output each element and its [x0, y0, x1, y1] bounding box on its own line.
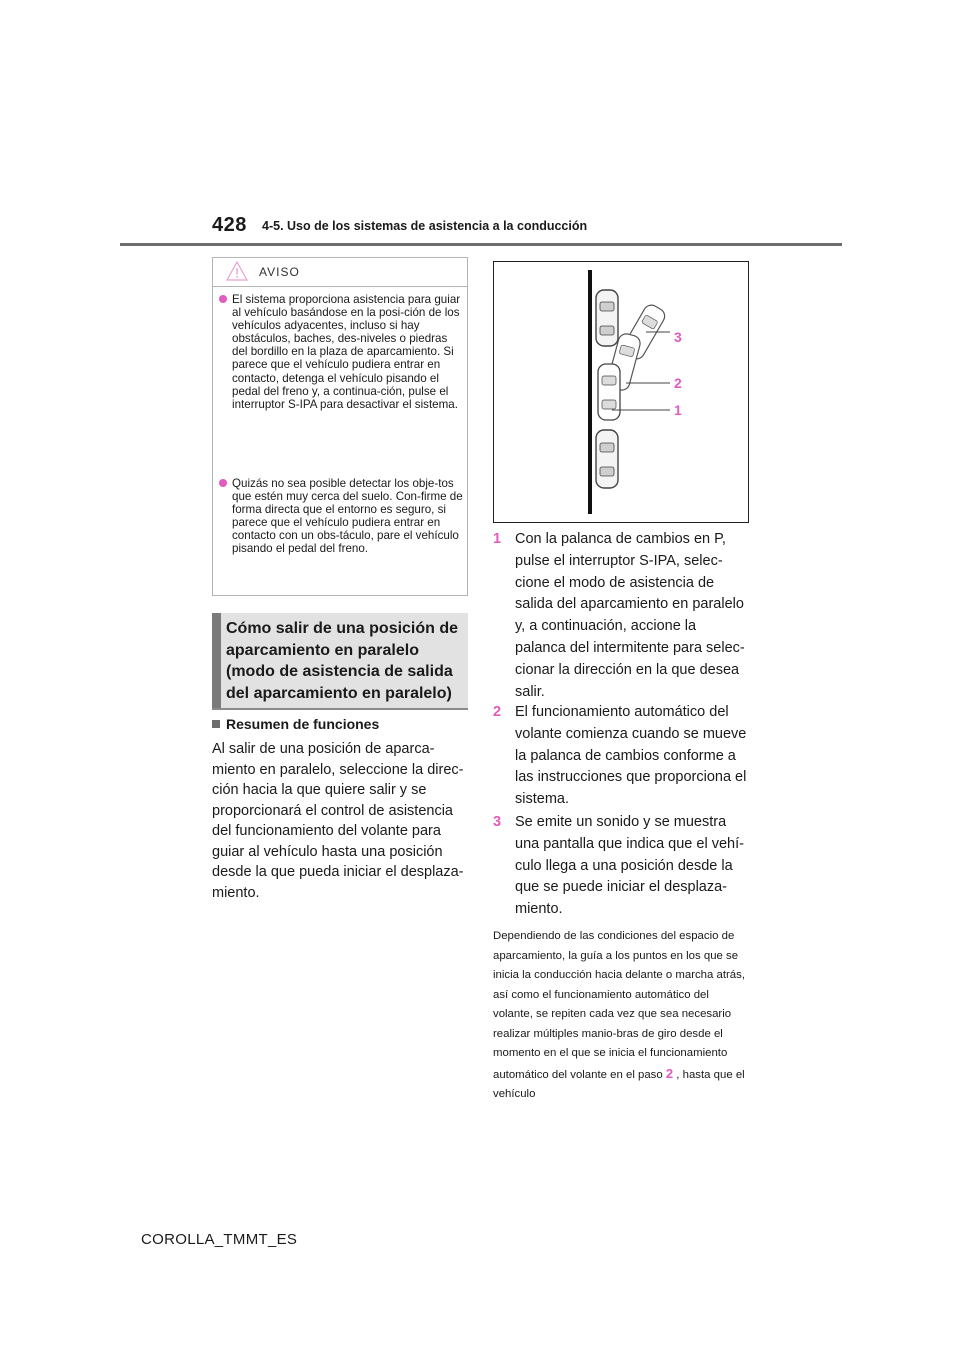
car-position-1-icon — [598, 364, 620, 420]
page-number: 428 — [212, 214, 247, 236]
car-rear-icon — [596, 430, 618, 488]
summary-title: Resumen de funciones — [226, 716, 380, 732]
footer-model-code: COROLLA_TMMT_ES — [141, 1231, 298, 1248]
header-rule — [120, 243, 842, 246]
warning-item-text: Quizás no sea posible detectar los obje-tos que estén muy cerca del suelo. Con-firme de forma directa que el entorno es seguro, si parece que el vehículo pudiera entrar en contacto con un obs-táculo, pare el vehículo pisando el pedal del freno. — [232, 477, 463, 556]
heading-accent-bar — [212, 613, 221, 708]
bullet-icon — [219, 295, 227, 303]
bullet-icon — [219, 479, 227, 487]
car-front-icon — [596, 290, 618, 346]
summary-body: Al salir de una posición de aparca-miento en paralelo, seleccione la direc-ción hacia la que quiere salir y se proporcionará el control de asistencia del funcionamiento del volante para guiar al vehículo hasta una posición desde la que pueda iniciar el desplaza-miento. — [212, 741, 464, 901]
warning-item — [219, 293, 463, 411]
parking-diagram-svg — [494, 262, 748, 522]
step-text: Se emite un sonido y se muestra una pantalla que indica que el vehí-culo llega a una posición desde la que se puede iniciar el desplaza-miento. — [515, 814, 744, 918]
diagram-label: 2 — [674, 375, 682, 391]
note-text: Dependiendo de las condiciones del espacio de aparcamiento, la guía a los puntos en los que se inicia la conducción hacia delante o marcha atrás, así como el funcionamiento automático del volante, se repiten cada vez que sea necesario realizar múltiples manio-bras de giro desde el momento en el que se inicia el funcionamiento automático del volante en el paso — [493, 930, 746, 1081]
step-number: 2 — [493, 704, 502, 720]
parking-exit-diagram — [493, 261, 749, 523]
note-text-end: , hasta que el vehículo — [493, 1068, 745, 1100]
diagram-label: 3 — [674, 329, 682, 345]
warning-header — [213, 258, 467, 287]
step-text: Con la palanca de cambios en P, pulse el interruptor S-IPA, selec-cione el modo de asistencia de salida del aparcamiento en paralelo y, a continuación, accione la palanca del intermitente para selec-cionar la dirección en la que desea salir. — [515, 531, 745, 700]
step-item — [493, 529, 749, 703]
section-header: 4-5. Uso de los sistemas de asistencia a la conducción — [262, 219, 588, 233]
step-number: 1 — [493, 531, 502, 547]
section-heading: Cómo salir de una posición de aparcamiento en paralelo (modo de asistencia de salida del aparcamiento en paralelo) — [226, 620, 459, 702]
warning-item-text: El sistema proporciona asistencia para guiar al vehículo basándose en la posi-ción de los vehículos adyacentes, incluso si hay obstáculos, baches, des-niveles o piedras del bordillo en la plaza de aparcamiento. Si parece que el vehículo pudiera entrar en contacto, detenga el vehículo pisando el pedal del freno y, a continua-ción, pulse el interruptor S-IPA para desactivar el sistema. — [232, 293, 461, 411]
warning-triangle-icon — [226, 261, 248, 286]
note-paragraph — [493, 927, 749, 1105]
step-number: 3 — [493, 814, 502, 830]
warning-title: AVISO — [259, 265, 300, 279]
note-step-ref: 2 — [665, 1065, 674, 1081]
step-item — [493, 702, 749, 811]
step-text: El funcionamiento automático del volante comienza cuando se mueve la palanca de cambios conforme a las instrucciones que proporciona el sistema. — [515, 704, 747, 808]
square-bullet-icon — [212, 720, 220, 728]
summary-heading — [212, 716, 379, 732]
warning-item — [219, 477, 463, 556]
step-item — [493, 812, 749, 921]
section-heading-box — [212, 613, 468, 710]
warning-box — [212, 257, 468, 596]
diagram-label: 1 — [674, 402, 682, 418]
